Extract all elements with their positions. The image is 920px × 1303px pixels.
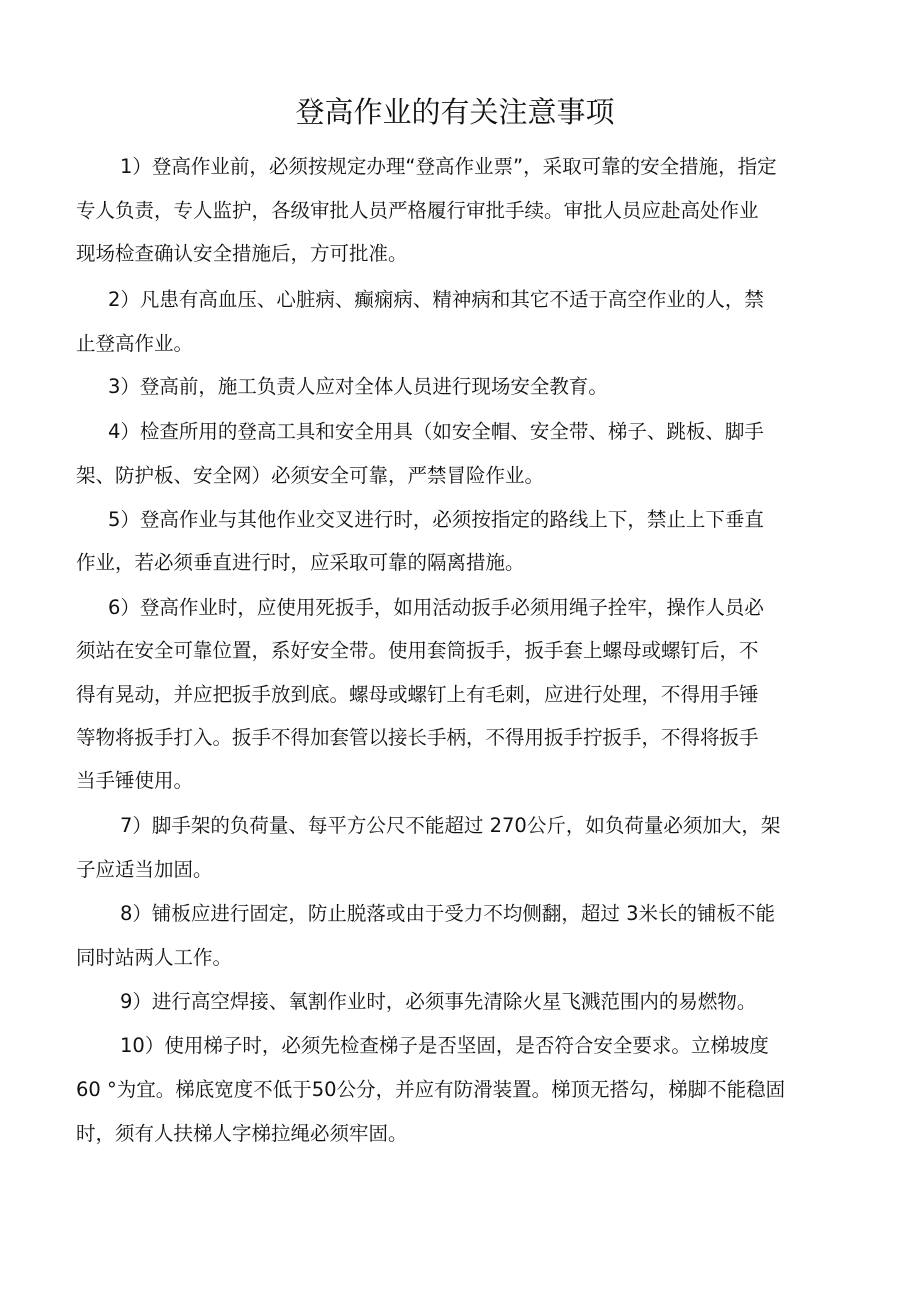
item-1-line-3: 现场检查确认安全措施后，方可批准。 — [76, 242, 408, 265]
item-6-line-2: 须站在安全可靠位置，系好安全带。使用套筒扳手，扳手套上螺母或螺钉后，不 — [76, 639, 759, 662]
item-6-line-5: 当手锤使用。 — [76, 769, 194, 792]
item-8-line-2: 同时站两人工作。 — [76, 946, 233, 969]
item-10-line-3: 时，须有人扶梯人字梯拉绳必须牢固。 — [76, 1122, 408, 1145]
item-5-line-1: 5）登高作业与其他作业交叉进行时，必须按指定的路线上下，禁止上下垂直 — [108, 508, 764, 531]
item-1-line-2: 专人负责，专人监护，各级审批人员严格履行审批手续。审批人员应赴高处作业 — [76, 199, 759, 222]
item-6-line-1: 6）登高作业时，应使用死扳手，如用活动扳手必须用绳子拴牢，操作人员必 — [108, 596, 764, 619]
item-8-line-1: 8）铺板应进行固定，防止脱落或由于受力不均侧翻，超过 3米长的铺板不能 — [120, 902, 776, 925]
item-2-line-2: 止登高作业。 — [76, 332, 194, 355]
item-9-line-1: 9）进行高空焊接、氧割作业时，必须事先清除火星飞溅范围内的易燃物。 — [120, 990, 757, 1013]
item-4-line-1: 4）检查所用的登高工具和安全用具（如安全帽、安全带、梯子、跳板、脚手 — [108, 420, 764, 443]
item-6-line-4: 等物将扳手打入。扳手不得加套管以接长手柄，不得用扳手拧扳手，不得将扳手 — [76, 726, 759, 749]
item-4-line-2: 架、防护板、安全网）必须安全可靠，严禁冒险作业。 — [76, 464, 545, 487]
item-2-line-1: 2）凡患有高血压、心脏病、癫痫病、精神病和其它不适于高空作业的人，禁 — [108, 288, 764, 311]
item-3-line-1: 3）登高前，施工负责人应对全体人员进行现场安全教育。 — [108, 375, 608, 398]
item-6-line-3: 得有晃动，并应把扳手放到底。螺母或螺钉上有毛刺，应进行处理，不得用手锤 — [76, 683, 759, 706]
page-title: 登高作业的有关注意事项 — [295, 95, 615, 129]
item-7-line-1: 7）脚手架的负荷量、每平方公尺不能超过 270公斤，如负荷量必须加大，架 — [120, 814, 781, 837]
item-5-line-2: 作业，若必须垂直进行时，应采取可靠的隔离措施。 — [76, 551, 525, 574]
item-1-line-1: 1）登高作业前，必须按规定办理“登高作业票”，采取可靠的安全措施，指定 — [120, 155, 777, 178]
item-10-line-2: 60 °为宜。梯底宽度不低于50公分，并应有防滑装置。梯顶无搭勾，梯脚不能稳固 — [76, 1078, 786, 1101]
item-7-line-2: 子应适当加固。 — [76, 858, 213, 881]
item-10-line-1: 10）使用梯子时，必须先检查梯子是否坚固，是否符合安全要求。立梯坡度 — [120, 1034, 769, 1057]
